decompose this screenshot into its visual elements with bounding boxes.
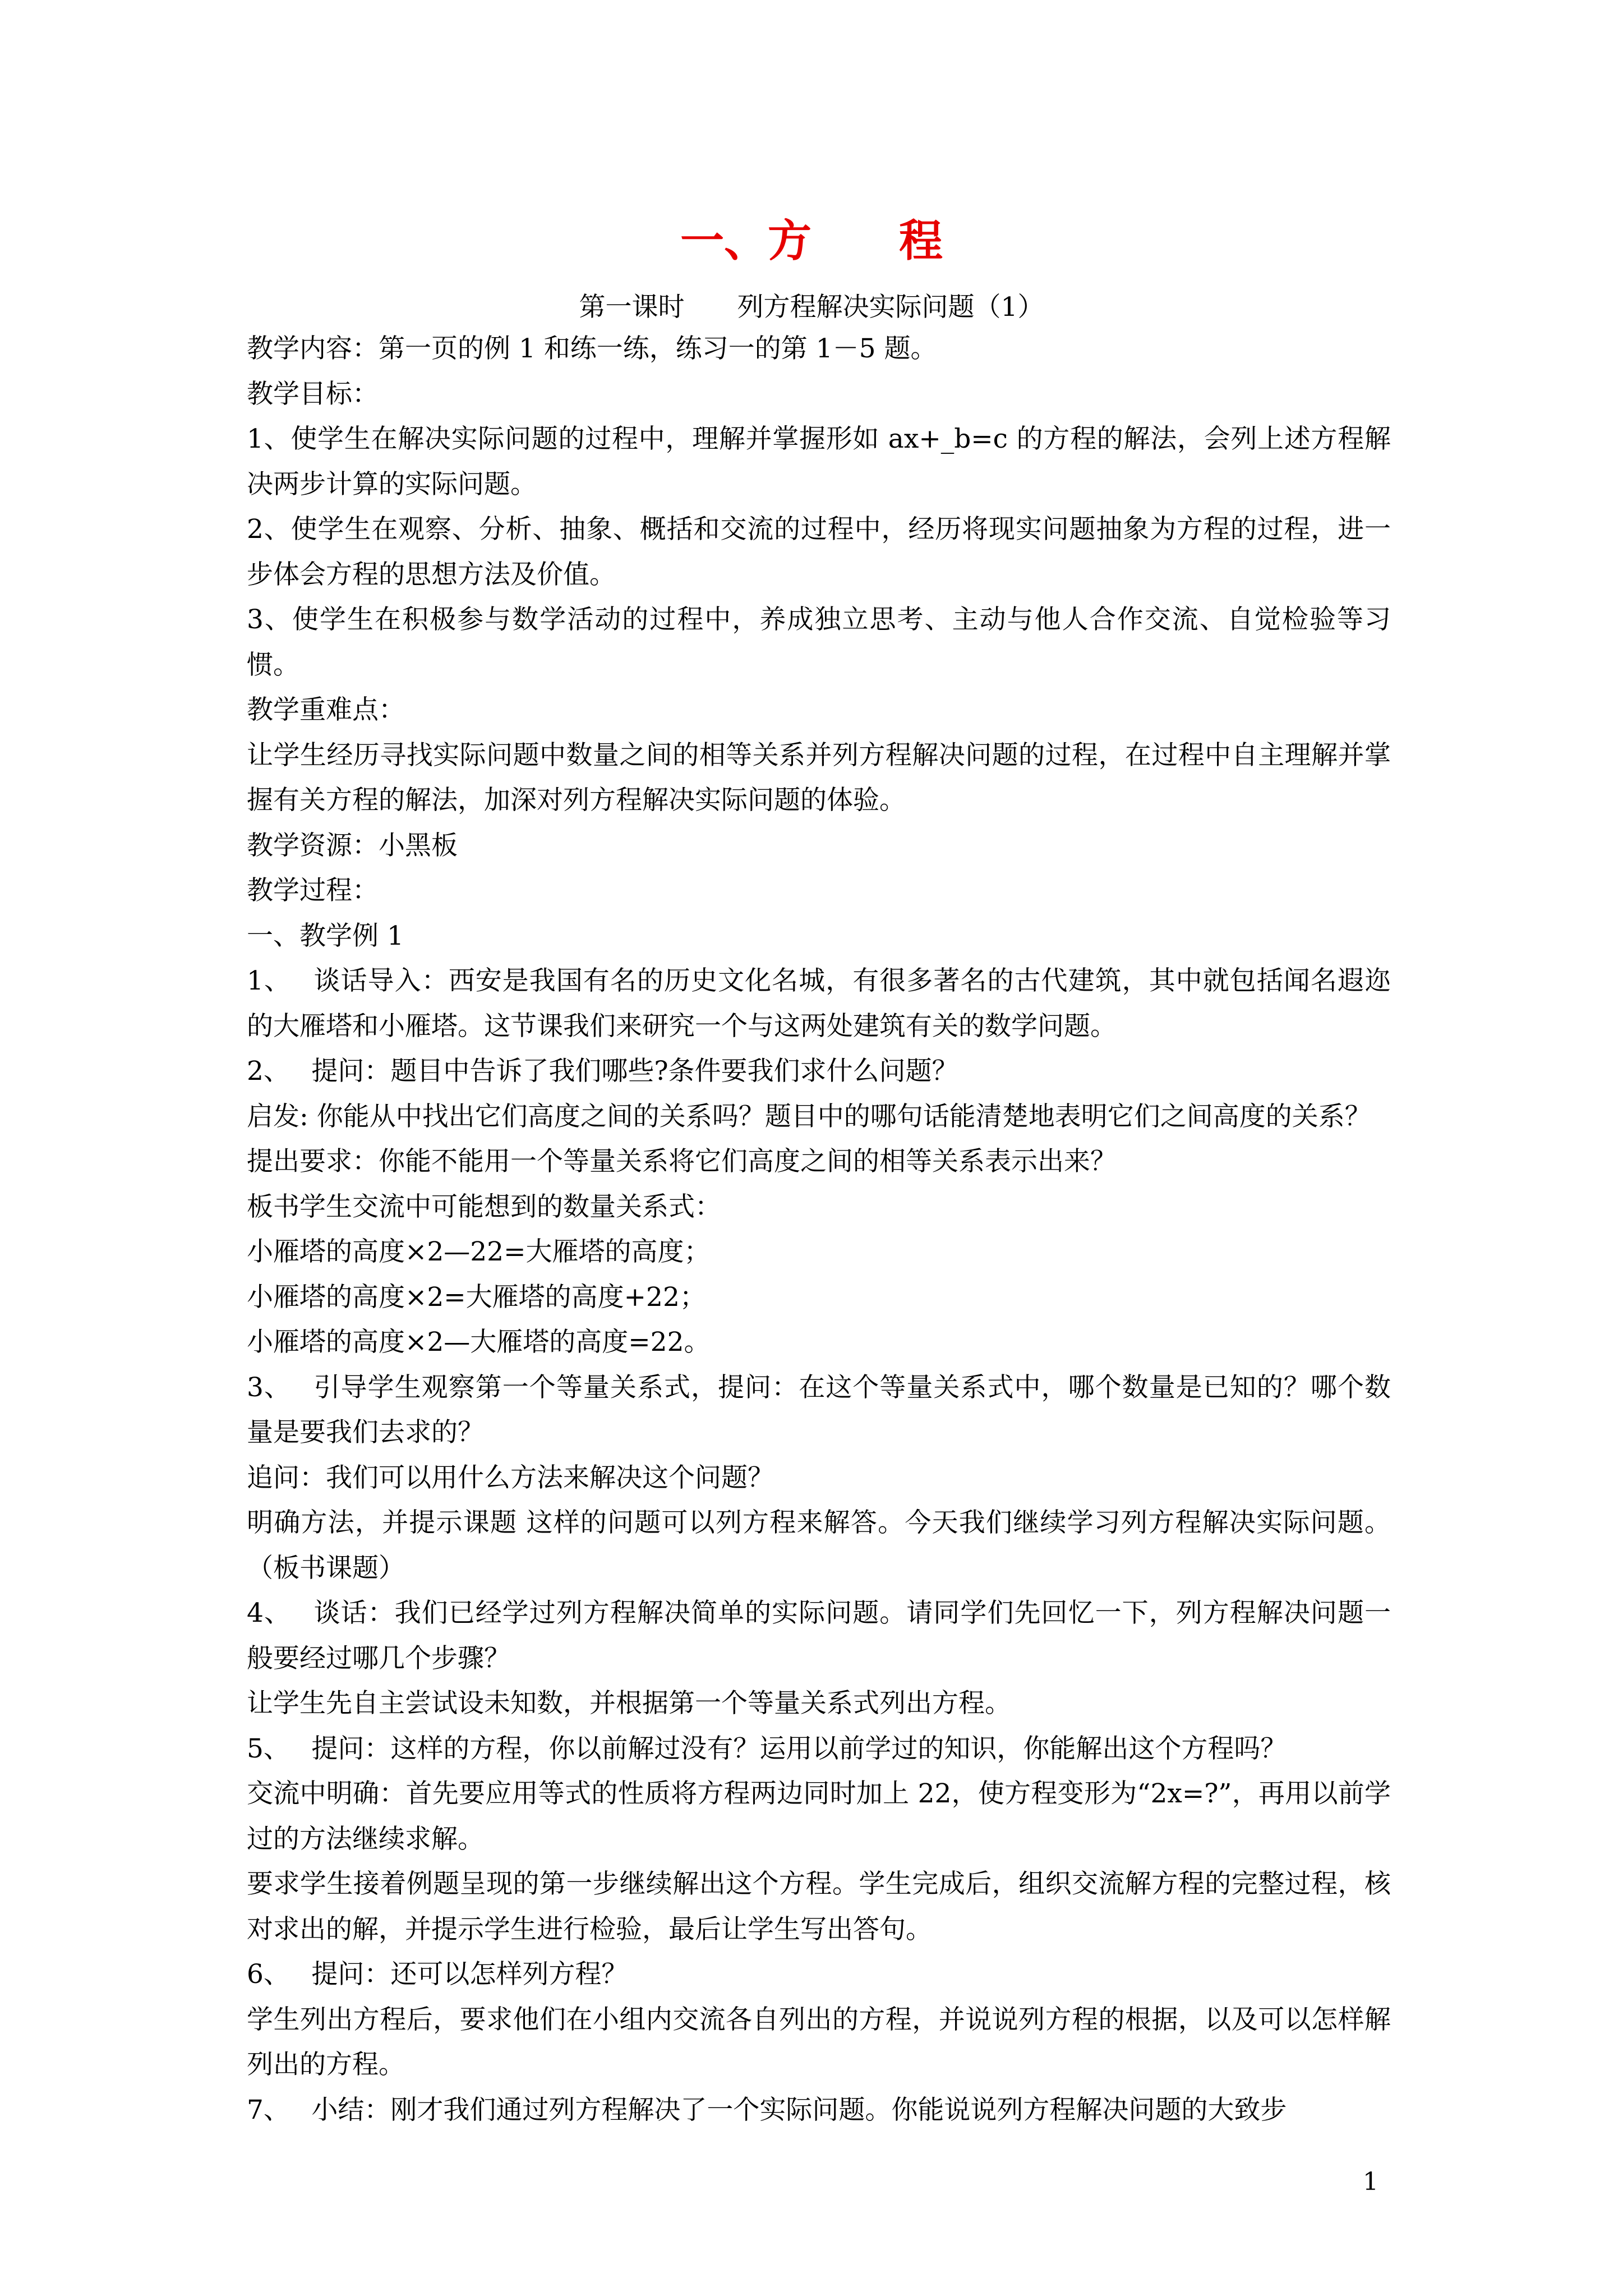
paragraph: 要求学生接着例题呈现的第一步继续解出这个方程。学生完成后，组织交流解方程的完整过程，核对求出的解，并提示学生进行检验，最后让学生写出答句。 xyxy=(247,1869,1391,1945)
paragraph: 启发: 你能从中找出它们高度之间的关系吗？题目中的哪句话能清楚地表明它们之间高度的关系？ xyxy=(247,1101,1371,1132)
paragraph: 让学生经历寻找实际问题中数量之间的相等关系并列方程解决问题的过程，在过程中自主理解并掌握有关方程的解法，加深对列方程解决实际问题的体验。 xyxy=(247,739,1391,816)
paragraph: 3、使学生在积极参与数学活动的过程中，养成独立思考、主动与他人合作交流、自觉检验等习惯。 xyxy=(247,604,1391,680)
paragraph: 教学资源：小黑板 xyxy=(247,830,458,861)
paragraph: 交流中明确：首先要应用等式的性质将方程两边同时加上 22，使方程变形为“2x=?”，再用以前学过的方法继续求解。 xyxy=(247,1778,1391,1855)
paragraph: 4、 谈话：我们已经学过列方程解决简单的实际问题。请同学们先回忆一下，列方程解决问题一般要经过哪几个步骤？ xyxy=(247,1598,1391,1674)
paragraph: 1、使学生在解决实际问题的过程中，理解并掌握形如 ax+_b=c 的方程的解法，会列上述方程解决两步计算的实际问题。 xyxy=(247,424,1391,500)
paragraph: 学生列出方程后，要求他们在小组内交流各自列出的方程，并说说列方程的根据，以及可以怎样解列出的方程。 xyxy=(247,2004,1391,2080)
page-title: 一、方 程 xyxy=(680,215,943,266)
paragraph: 小雁塔的高度×2—大雁塔的高度=22。 xyxy=(247,1327,711,1358)
paragraph: 让学生先自主尝试设未知数，并根据第一个等量关系式列出方程。 xyxy=(247,1688,1011,1719)
paragraph: 教学过程： xyxy=(247,875,379,906)
paragraph: 明确方法，并提示课题 这样的问题可以列方程来解答。今天我们继续学习列方程解决实际问题。（板书课题） xyxy=(247,1507,1391,1584)
paragraph: 2、使学生在观察、分析、抽象、概括和交流的过程中，经历将现实问题抽象为方程的过程，进一步体会方程的思想方法及价值。 xyxy=(247,514,1391,590)
paragraph: 1、 谈话导入：西安是我国有名的历史文化名城，有很多著名的古代建筑，其中就包括闻名遐迩的大雁塔和小雁塔。这节课我们来研究一个与这两处建筑有关的数学问题。 xyxy=(247,965,1391,1042)
paragraph: 3、 引导学生观察第一个等量关系式，提问：在这个等量关系式中，哪个数量是已知的？哪个数量是要我们去求的？ xyxy=(247,1372,1391,1448)
lesson-content xyxy=(247,326,1391,2133)
lesson-subtitle: 第一课时 列方程解决实际问题（1） xyxy=(579,292,1044,323)
paragraph: 教学重难点： xyxy=(247,694,405,725)
paragraph: 板书学生交流中可能想到的数量关系式： xyxy=(247,1191,721,1222)
paragraph: 追问：我们可以用什么方法来解决这个问题？ xyxy=(247,1462,774,1493)
paragraph: 6、 提问：还可以怎样列方程？ xyxy=(247,1959,628,1990)
paragraph: 2、 提问：题目中告诉了我们哪些?条件要我们求什么问题？ xyxy=(247,1056,958,1087)
paragraph: 一、教学例 1 xyxy=(247,920,404,951)
paragraph: 7、 小结：刚才我们通过列方程解决了一个实际问题。你能说说列方程解决问题的大致步 xyxy=(247,2094,1287,2125)
paragraph: 提出要求：你能不能用一个等量关系将它们高度之间的相等关系表示出来？ xyxy=(247,1146,1117,1177)
paragraph: 教学目标： xyxy=(247,378,379,409)
paragraph: 小雁塔的高度×2=大雁塔的高度+22； xyxy=(247,1281,706,1313)
paragraph: 5、 提问：这样的方程，你以前解过没有？运用以前学过的知识，你能解出这个方程吗？ xyxy=(247,1733,1287,1764)
paragraph: 小雁塔的高度×2—22=大雁塔的高度； xyxy=(247,1236,711,1267)
paragraph: 教学内容：第一页的例 1 和练一练，练习一的第 1－5 题。 xyxy=(247,333,937,364)
page-number: 1 xyxy=(1363,2168,1378,2196)
